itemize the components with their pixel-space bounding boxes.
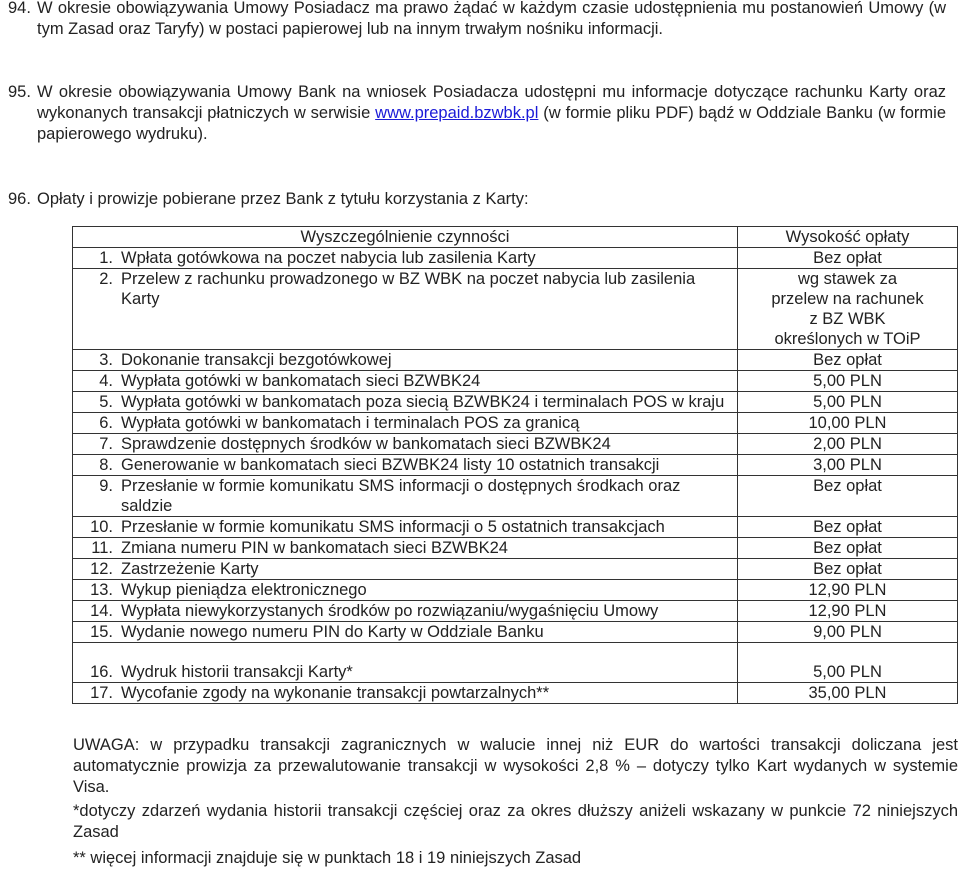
row-number: 4. <box>73 371 118 392</box>
table-row <box>73 350 958 371</box>
paragraph-text-after: (w formie pliku PDF) bądź w Oddziale Banku (w formie papierowego wydruku). <box>37 104 946 143</box>
row-description: Wydanie nowego numeru PIN do Karty w Oddziale Banku <box>117 622 738 643</box>
row-number: 14. <box>73 601 118 622</box>
table-row <box>73 371 958 392</box>
row-description: Zastrzeżenie Karty <box>117 559 738 580</box>
row-fee: Bez opłat <box>738 517 958 538</box>
paragraph-text-before: W okresie obowiązywania Umowy Bank na wniosek Posiadacza udostępni mu informacje dotyczące rachunku Karty oraz wykonanych transakcji płatniczych w serwisie <box>37 83 946 122</box>
table-row <box>73 559 958 580</box>
row-number: 2. <box>73 269 118 350</box>
row-number: 16. <box>73 643 118 683</box>
table-row <box>73 643 958 683</box>
row-fee: Bez opłat <box>738 559 958 580</box>
table-row <box>73 580 958 601</box>
row-description: Wpłata gotówkowa na poczet nabycia lub zasilenia Karty <box>117 248 738 269</box>
footnote-double-star: ** więcej informacji znajduje się w punktach 18 i 19 niniejszych Zasad <box>73 849 582 867</box>
row-fee: Bez opłat <box>738 248 958 269</box>
prepaid-site-link[interactable]: www.prepaid.bzwbk.pl <box>375 104 539 122</box>
row-description: Przesłanie w formie komunikatu SMS informacji o 5 ostatnich transakcjach <box>117 517 738 538</box>
row-number: 5. <box>73 392 118 413</box>
row-number: 11. <box>73 538 118 559</box>
paragraph-number: 94. <box>8 0 31 17</box>
row-fee: Bez opłat <box>738 538 958 559</box>
row-number: 6. <box>73 413 118 434</box>
row-description: Wypłata gotówki w bankomatach sieci BZWBK24 <box>117 371 738 392</box>
paragraph-94 <box>0 0 946 40</box>
row-fee: 12,90 PLN <box>738 580 958 601</box>
row-number: 12. <box>73 559 118 580</box>
paragraph-text: Opłaty i prowizje pobierane przez Bank z tytułu korzystania z Karty: <box>37 190 529 208</box>
row-number: 9. <box>73 476 118 517</box>
paragraph-text: W okresie obowiązywania Umowy Posiadacz ma prawo żądać w każdym czasie udostępnienia mu postanowień Umowy (w tym Zasad oraz Taryfy) w postaci papierowej lub na innym trwałym nośniku informacji. <box>37 0 946 38</box>
table-row <box>73 434 958 455</box>
row-fee: 10,00 PLN <box>738 413 958 434</box>
uwaga-note: UWAGA: w przypadku transakcji zagranicznych w walucie innej niż EUR do wartości transakcji doliczana jest automatycznie prowizja za przewalutowanie transakcji w wysokości 2,8 % – dotyczy tylko Kart wydanych w systemie Visa. <box>73 736 958 796</box>
row-number: 8. <box>73 455 118 476</box>
row-description: Sprawdzenie dostępnych środków w bankomatach sieci BZWBK24 <box>117 434 738 455</box>
table-header-row <box>73 227 958 248</box>
paragraph-96 <box>0 189 946 210</box>
row-number: 7. <box>73 434 118 455</box>
row-description: Wypłata gotówki w bankomatach i terminalach POS za granicą <box>117 413 738 434</box>
row-fee: 35,00 PLN <box>738 683 958 704</box>
paragraph-number: 95. <box>8 83 31 101</box>
table-row <box>73 413 958 434</box>
row-description: Wydruk historii transakcji Karty* <box>117 643 738 683</box>
table-row <box>73 622 958 643</box>
table-row <box>73 538 958 559</box>
row-fee: Bez opłat <box>738 476 958 517</box>
table-row <box>73 248 958 269</box>
row-number: 13. <box>73 580 118 601</box>
row-fee: wg stawek za przelew na rachunek z BZ WBK określonych w TOiP <box>738 269 958 350</box>
paragraph-95 <box>0 82 946 145</box>
row-description: Wypłata gotówki w bankomatach poza siecią BZWBK24 i terminalach POS w kraju <box>117 392 738 413</box>
fees-table <box>72 226 958 704</box>
table-row <box>73 455 958 476</box>
row-description: Wykup pieniądza elektronicznego <box>117 580 738 601</box>
row-description: Zmiana numeru PIN w bankomatach sieci BZWBK24 <box>117 538 738 559</box>
row-fee: 5,00 PLN <box>738 392 958 413</box>
row-description: Wycofanie zgody na wykonanie transakcji powtarzalnych** <box>117 683 738 704</box>
row-fee: Bez opłat <box>738 350 958 371</box>
table-row <box>73 476 958 517</box>
header-description: Wyszczególnienie czynności <box>73 227 738 248</box>
table-row <box>73 517 958 538</box>
row-fee: 12,90 PLN <box>738 601 958 622</box>
row-number: 3. <box>73 350 118 371</box>
row-description: Generowanie w bankomatach sieci BZWBK24 listy 10 ostatnich transakcji <box>117 455 738 476</box>
row-fee: 3,00 PLN <box>738 455 958 476</box>
paragraph-text <box>37 82 946 145</box>
row-fee: 2,00 PLN <box>738 434 958 455</box>
header-fee: Wysokość opłaty <box>738 227 958 248</box>
row-fee: 9,00 PLN <box>738 622 958 643</box>
footnote-single-star: *dotyczy zdarzeń wydania historii transakcji częściej oraz za okres dłuższy aniżeli wskazany w punkcie 72 niniejszych Zasad <box>73 802 958 841</box>
row-fee: 5,00 PLN <box>738 643 958 683</box>
table-row <box>73 601 958 622</box>
row-description: Przelew z rachunku prowadzonego w BZ WBK na poczet nabycia lub zasilenia Karty <box>117 269 738 350</box>
row-fee: 5,00 PLN <box>738 371 958 392</box>
row-number: 10. <box>73 517 118 538</box>
row-description: Dokonanie transakcji bezgotówkowej <box>117 350 738 371</box>
paragraph-number: 96. <box>8 190 31 208</box>
row-number: 1. <box>73 248 118 269</box>
row-number: 15. <box>73 622 118 643</box>
table-row <box>73 683 958 704</box>
row-description: Przesłanie w formie komunikatu SMS informacji o dostępnych środkach oraz saldzie <box>117 476 738 517</box>
row-number: 17. <box>73 683 118 704</box>
table-row <box>73 392 958 413</box>
table-row <box>73 269 958 350</box>
row-description: Wypłata niewykorzystanych środków po rozwiązaniu/wygaśnięciu Umowy <box>117 601 738 622</box>
table-body <box>73 248 958 704</box>
